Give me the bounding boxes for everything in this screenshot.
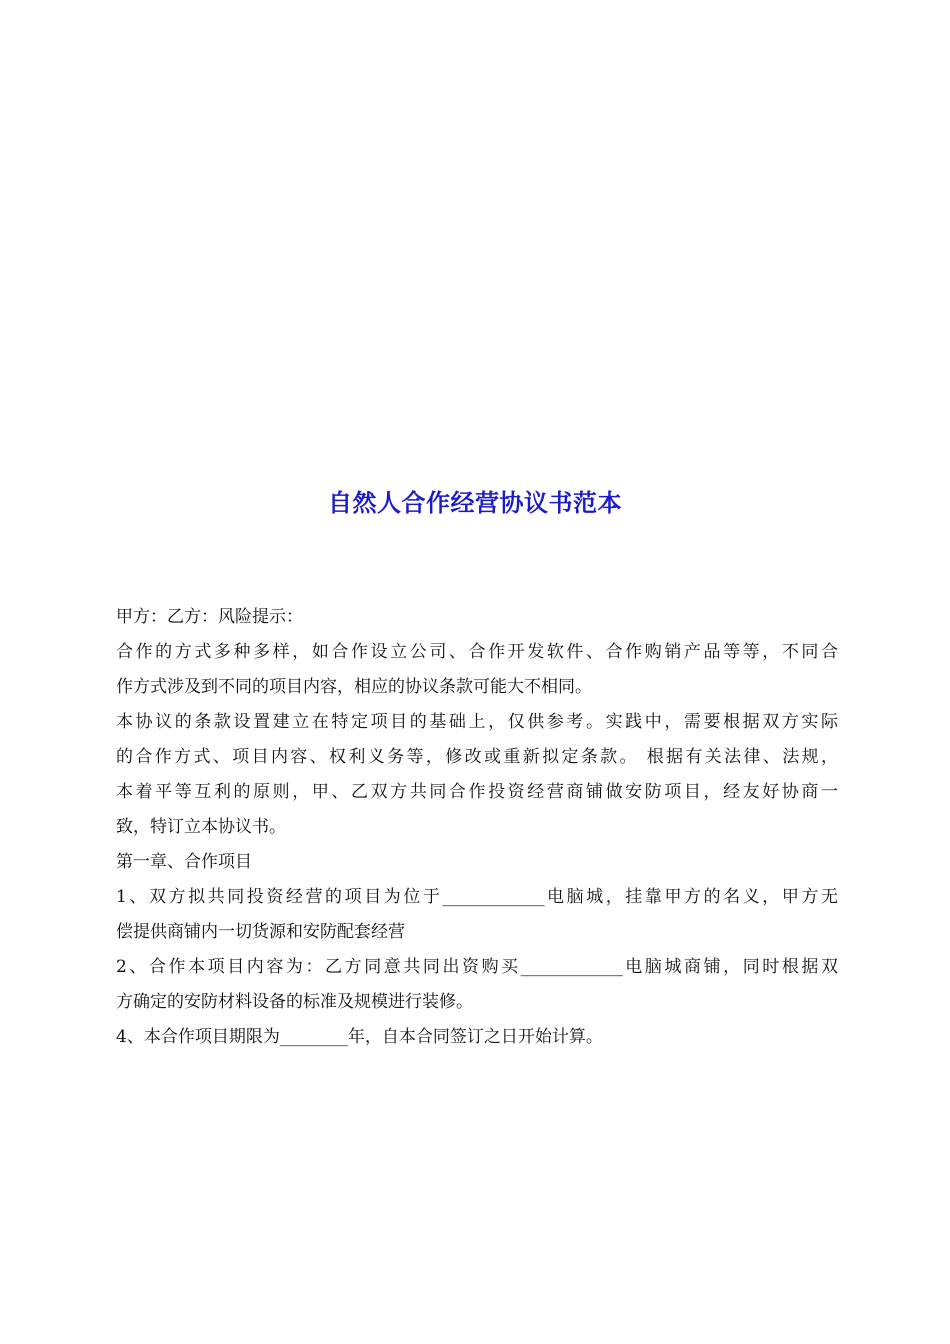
clause-line: 4、本合作项目期限为________年，自本合同签订之日开始计算。 [116,1027,603,1047]
paragraph-line: 本着平等互利的原则，甲、乙双方共同合作投资经营商铺做安防项目，经友好协商一 [116,782,838,802]
paragraph-line: 合作的方式多种多样，如合作设立公司、合作开发软件、合作购销产品等等，不同合 [116,642,838,662]
parties-line: 甲方：乙方：风险提示： [116,607,303,627]
paragraph-line: 致，特订立本协议书。 [116,817,286,837]
document-title: 自然人合作经营协议书范本 [328,488,622,517]
clause-line: 偿提供商铺内一切货源和安防配套经营 [116,922,405,942]
paragraph-line: 作方式涉及到不同的项目内容，相应的协议条款可能大不相同。 [116,677,592,697]
document-body [116,600,838,1055]
chapter-heading: 第一章、合作项目 [116,852,252,872]
paragraph-line: 的合作方式、项目内容、权利义务等，修改或重新拟定条款。 根据有关法律、法规， [116,747,838,767]
paragraph-line: 本协议的条款设置建立在特定项目的基础上，仅供参考。实践中，需要根据双方实际 [116,712,838,732]
clause-line: 1、双方拟共同投资经营的项目为位于____________电脑城，挂靠甲方的名义，甲方无 [116,887,838,907]
clause-line: 方确定的安防材料设备的标准及规模进行装修。 [116,992,473,1012]
clause-line: 2、合作本项目内容为：乙方同意共同出资购买____________电脑城商铺，同时根据双 [116,957,838,977]
